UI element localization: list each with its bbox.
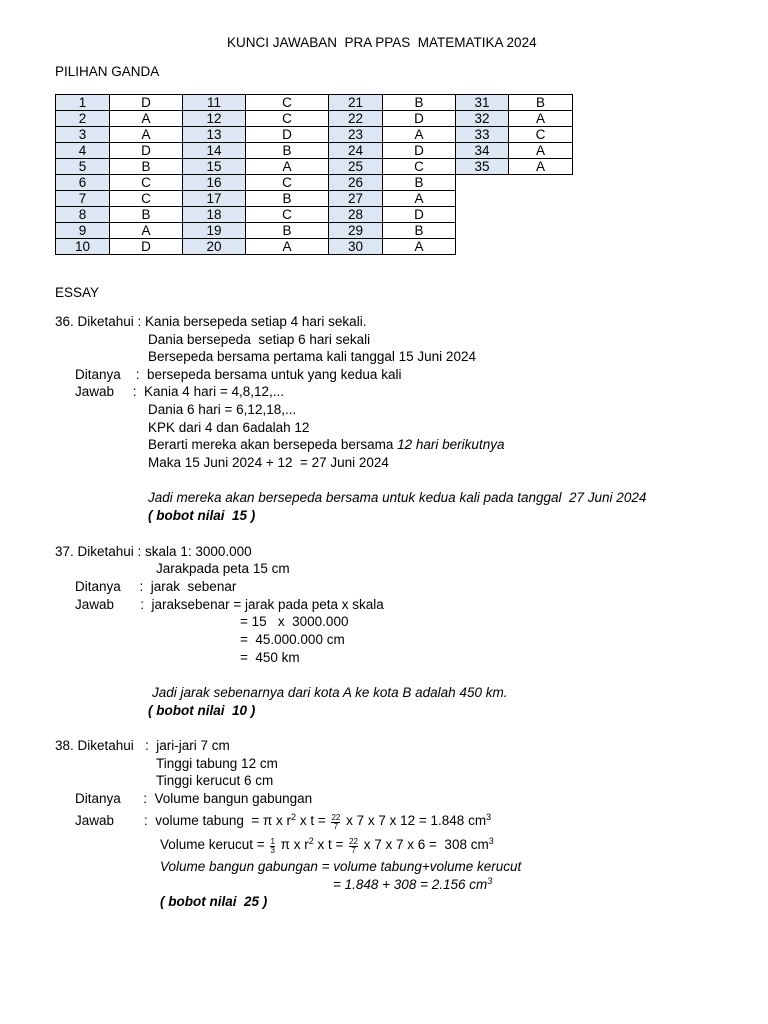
superscript-3: 3 xyxy=(488,836,494,846)
fraction-22-7 xyxy=(349,838,358,855)
answer-letter: B xyxy=(383,175,456,191)
q38-weight: ( bobot nilai 25 ) xyxy=(160,894,268,909)
answer-letter: D xyxy=(246,127,329,143)
empty-cell xyxy=(509,239,573,255)
q38-result-text: = 1.848 + 308 = 2.156 cm xyxy=(333,877,488,892)
question-number: 18 xyxy=(183,207,246,223)
question-number: 3 xyxy=(56,127,110,143)
question-number: 5 xyxy=(56,159,110,175)
answer-letter: A xyxy=(110,223,183,239)
question-number: 34 xyxy=(456,143,509,159)
answer-letter: B xyxy=(509,95,573,111)
q38-cone-text-4: x 7 x 7 x 6 = 308 cm xyxy=(360,837,489,852)
empty-cell xyxy=(509,175,573,191)
answer-letter: B xyxy=(383,95,456,111)
answer-letter: C xyxy=(110,191,183,207)
q38-given-1: 38. Diketahui : jari-jari 7 cm xyxy=(55,738,230,753)
question-number: 2 xyxy=(56,111,110,127)
answer-letter: A xyxy=(246,159,329,175)
empty-cell xyxy=(456,223,509,239)
q37-weight: ( bobot nilai 10 ) xyxy=(148,703,256,718)
q36-answer-4-italic: 12 hari berikutnya xyxy=(397,437,505,452)
question-number: 10 xyxy=(56,239,110,255)
answer-letter: B xyxy=(110,207,183,223)
answer-row xyxy=(56,223,573,239)
q37-given-1: 37. Diketahui : skala 1: 3000.000 xyxy=(55,544,252,559)
answer-letter: C xyxy=(509,127,573,143)
answer-letter: C xyxy=(246,207,329,223)
question-number: 7 xyxy=(56,191,110,207)
answer-letter: A xyxy=(509,159,573,175)
q38-asked: Ditanya : Volume bangun gabungan xyxy=(75,791,313,806)
answer-letter: C xyxy=(246,111,329,127)
question-number: 28 xyxy=(329,207,383,223)
question-number: 19 xyxy=(183,223,246,239)
question-number: 33 xyxy=(456,127,509,143)
question-number: 24 xyxy=(329,143,383,159)
answer-letter: C xyxy=(110,175,183,191)
question-number: 20 xyxy=(183,239,246,255)
answer-table xyxy=(55,94,573,255)
section-heading-multiple-choice: PILIHAN GANDA xyxy=(55,64,160,79)
question-number: 25 xyxy=(329,159,383,175)
q36-weight: ( bobot nilai 15 ) xyxy=(148,508,256,523)
question-number: 35 xyxy=(456,159,509,175)
page-title: KUNCI JAWABAN PRA PPAS MATEMATIKA 2024 xyxy=(227,35,537,50)
q38-given-3: Tinggi kerucut 6 cm xyxy=(156,773,274,788)
empty-cell xyxy=(509,223,573,239)
q37-given-2: Jarakpada peta 15 cm xyxy=(156,561,290,576)
answer-letter: B xyxy=(383,223,456,239)
q36-answer-2: Dania 6 hari = 6,12,18,... xyxy=(148,402,297,417)
q38-cone-text-2: π x r xyxy=(276,837,309,852)
question-number: 16 xyxy=(183,175,246,191)
fraction-denominator: 7 xyxy=(351,846,356,855)
q37-asked: Ditanya : jarak sebenar xyxy=(75,579,237,594)
fraction-denominator: 7 xyxy=(333,822,339,831)
q38-cyl-text-2: x t = xyxy=(296,813,330,828)
fraction-denominator: 3 xyxy=(270,846,275,855)
answer-row xyxy=(56,207,573,223)
answer-letter: D xyxy=(383,207,456,223)
question-number: 4 xyxy=(56,143,110,159)
q36-conclusion: Jadi mereka akan bersepeda bersama untuk kedua kali pada tanggal 27 Juni 2024 xyxy=(148,490,647,505)
answer-letter: A xyxy=(246,239,329,255)
answer-letter: A xyxy=(110,127,183,143)
question-number: 22 xyxy=(329,111,383,127)
q38-cone-text: Volume kerucut = xyxy=(160,837,269,852)
q37-conclusion: Jadi jarak sebenarnya dari kota A ke kota B adalah 450 km. xyxy=(152,685,508,700)
question-number: 21 xyxy=(329,95,383,111)
question-number: 13 xyxy=(183,127,246,143)
q37-answer-4: = 450 km xyxy=(240,650,300,665)
q36-given-1: 36. Diketahui : Kania bersepeda setiap 4 hari sekali. xyxy=(55,314,367,329)
answer-letter: C xyxy=(246,95,329,111)
empty-cell xyxy=(456,207,509,223)
question-number: 15 xyxy=(183,159,246,175)
empty-cell xyxy=(509,207,573,223)
q38-cyl-text: Jawab : volume tabung = π x r xyxy=(75,813,292,828)
empty-cell xyxy=(456,175,509,191)
question-number: 9 xyxy=(56,223,110,239)
answer-letter: B xyxy=(110,159,183,175)
q37-answer-1: Jawab : jaraksebenar = jarak pada peta x skala xyxy=(75,597,384,612)
empty-cell xyxy=(456,239,509,255)
question-number: 11 xyxy=(183,95,246,111)
superscript-2: 2 xyxy=(308,836,314,846)
q36-asked: Ditanya : bersepeda bersama untuk yang kedua kali xyxy=(75,367,402,382)
question-number: 32 xyxy=(456,111,509,127)
answer-letter: B xyxy=(246,223,329,239)
answer-row xyxy=(56,95,573,111)
q36-answer-4-text: Berarti mereka akan bersepeda bersama xyxy=(148,437,398,452)
q36-answer-3: KPK dari 4 dan 6adalah 12 xyxy=(148,420,310,435)
fraction-1-3 xyxy=(270,838,274,855)
q36-given-3: Bersepeda bersama pertama kali tanggal 15 Juni 2024 xyxy=(148,349,476,364)
q38-combined-formula: Volume bangun gabungan = volume tabung+volume kerucut xyxy=(160,859,522,874)
q38-given-2: Tinggi tabung 12 cm xyxy=(156,756,278,771)
question-number: 27 xyxy=(329,191,383,207)
question-number: 8 xyxy=(56,207,110,223)
q38-cone-volume xyxy=(160,837,494,855)
answer-letter: D xyxy=(110,239,183,255)
answer-letter: A xyxy=(383,127,456,143)
fraction-numerator: 1 xyxy=(270,837,275,846)
answer-letter: A xyxy=(110,111,183,127)
answer-letter: A xyxy=(509,111,573,127)
q36-answer-4 xyxy=(148,437,504,453)
question-number: 14 xyxy=(183,143,246,159)
superscript-3: 3 xyxy=(487,876,493,886)
answer-letter: D xyxy=(110,143,183,159)
answer-row xyxy=(56,239,573,255)
answer-letter: D xyxy=(383,143,456,159)
q38-cyl-text-3: x 7 x 7 x 12 = 1.848 cm xyxy=(342,813,487,828)
q37-answer-2: = 15 x 3000.000 xyxy=(240,614,349,629)
answer-row xyxy=(56,191,573,207)
empty-cell xyxy=(456,191,509,207)
answer-row xyxy=(56,175,573,191)
answer-letter: A xyxy=(383,239,456,255)
section-heading-essay: ESSAY xyxy=(55,285,100,300)
answer-letter: D xyxy=(110,95,183,111)
answer-letter: C xyxy=(383,159,456,175)
superscript-3: 3 xyxy=(486,812,492,822)
answer-letter: A xyxy=(383,191,456,207)
answer-letter: C xyxy=(246,175,329,191)
fraction-numerator: 22 xyxy=(349,837,359,846)
answer-row xyxy=(56,111,573,127)
question-number: 12 xyxy=(183,111,246,127)
question-number: 23 xyxy=(329,127,383,143)
answer-letter: A xyxy=(509,143,573,159)
answer-row xyxy=(56,159,573,175)
q38-cylinder-volume xyxy=(75,813,491,831)
question-number: 31 xyxy=(456,95,509,111)
q37-answer-3: = 45.000.000 cm xyxy=(240,632,345,647)
q38-cone-text-3: x t = xyxy=(313,837,348,852)
empty-cell xyxy=(509,191,573,207)
answer-letter: B xyxy=(246,191,329,207)
answer-letter: B xyxy=(246,143,329,159)
q36-answer-1: Jawab : Kania 4 hari = 4,8,12,... xyxy=(75,384,284,399)
q36-answer-5: Maka 15 Juni 2024 + 12 = 27 Juni 2024 xyxy=(148,455,389,470)
q38-combined-result xyxy=(333,877,492,893)
question-number: 30 xyxy=(329,239,383,255)
question-number: 1 xyxy=(56,95,110,111)
question-number: 17 xyxy=(183,191,246,207)
answer-letter: D xyxy=(383,111,456,127)
answer-row xyxy=(56,127,573,143)
answer-row xyxy=(56,143,573,159)
fraction-numerator: 22 xyxy=(331,813,341,822)
question-number: 26 xyxy=(329,175,383,191)
question-number: 29 xyxy=(329,223,383,239)
q36-given-2: Dania bersepeda setiap 6 hari sekali xyxy=(148,332,371,347)
fraction-22-7 xyxy=(331,814,340,831)
question-number: 6 xyxy=(56,175,110,191)
superscript-2: 2 xyxy=(291,812,297,822)
